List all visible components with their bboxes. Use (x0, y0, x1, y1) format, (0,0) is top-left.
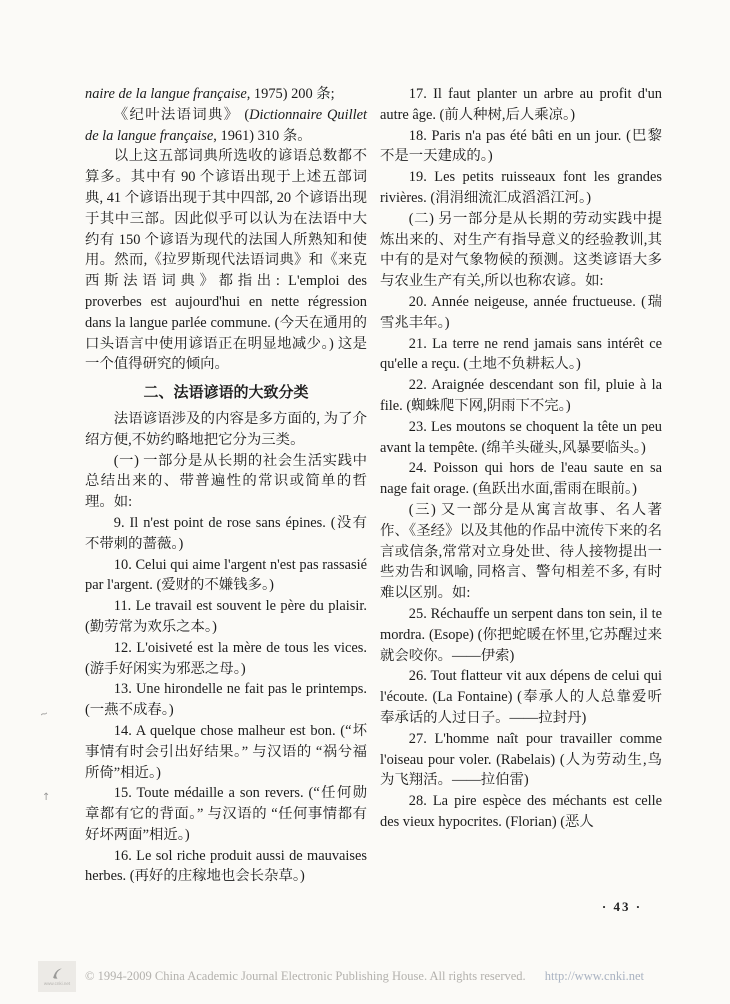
body-text: 22. Araignée descendant son fil, pluie à la file. (蜘蛛爬下网,阴雨下不完。) (380, 377, 662, 414)
body-text: 9. Il n'est point de rose sans épines. (没有不带刺的蔷薇。) (85, 514, 367, 552)
body-text: 15. Toute médaille a son revers. (“任何勋章都有它的背面。” 与汉语的 “任何事情都有好坏两面”相近。) (85, 785, 367, 843)
scan-artifact-icon: ↑ (42, 792, 51, 803)
paragraph (380, 791, 662, 833)
scan-artifact-icon: ~ (38, 708, 50, 721)
paragraph (85, 409, 367, 451)
cnki-swoosh-icon (50, 967, 65, 980)
page-number: · 43 · (601, 899, 643, 914)
body-text: 《纪叶法语词典》 ( (113, 106, 250, 123)
body-text: 17. Il faut planter un arbre au profit d'un autre âge. (前人种树,后人乘凉。) (380, 86, 662, 123)
paragraph (380, 729, 662, 791)
body-text: 11. Le travail est souvent le père du plaisir. (勤劳常为欢乐之本。) (85, 598, 367, 635)
paragraph (380, 167, 662, 209)
section-heading (85, 383, 367, 404)
body-text: 25. Réchauffe un serpent dans ton sein, il te mordra. (Esope) (你把蛇暖在怀里,它苏醒过来就会咬你。——伊索) (380, 605, 662, 664)
body-text: 27. L'homme naît pour travailler comme l'oiseau pour voler. (Rabelais) (人为劳动生,鸟为飞翔活。——拉伯雷) (380, 730, 662, 789)
right-column (380, 84, 662, 887)
body-text: , 1961) 310 条。 (213, 127, 312, 144)
cnki-logo (38, 961, 76, 992)
body-text: 二、法语谚语的大致分类 (143, 384, 309, 402)
paragraph (85, 146, 367, 375)
copyright-bar (85, 969, 644, 984)
body-text: , 1975) 200 条; (246, 86, 335, 102)
body-text: 13. Une hirondelle ne fait pas le printemps. (一燕不成春。) (85, 681, 367, 719)
article-body (85, 84, 662, 887)
paragraph (85, 783, 367, 845)
body-text: 法语谚语涉及的内容是多方面的, 为了介绍方便,不妨约略地把它分为三类。 (85, 410, 367, 448)
french-italic-text: Dictionnaire Quillet de la langue française (85, 106, 368, 144)
body-text: (一) 一部分是从长期的社会生活实践中总结出来的、带普遍性的常识或简单的哲理。如: (85, 452, 367, 511)
paragraph (85, 596, 367, 638)
body-text: 28. La pire espèce des méchants est celle des vieux hypocrites. (Florian) (恶人 (380, 793, 662, 830)
footer (0, 956, 730, 1004)
body-text: 23. Les moutons se choquent la tête un peu avant la tempête. (绵羊头碰头,风暴要临头。) (380, 418, 662, 456)
body-text: 12. L'oisiveté est la mère de tous les vices. (游手好闲实为邪恶之母。) (85, 639, 367, 677)
body-text: 20. Année neigeuse, année fructueuse. (瑞雪兆丰年。) (380, 293, 662, 331)
paragraph (85, 846, 367, 888)
body-text: 10. Celui qui aime l'argent n'est pas rassasié par l'argent. (爱财的不嫌钱多。) (85, 556, 367, 594)
paragraph (85, 555, 367, 597)
paragraph (85, 105, 367, 147)
paragraph (85, 679, 367, 721)
body-text: 19. Les petits ruisseaux font les grandes rivières. (涓涓细流汇成滔滔江河。) (380, 169, 662, 206)
paragraph (85, 84, 367, 105)
paragraph (85, 451, 367, 513)
paragraph (380, 126, 662, 168)
paragraph (85, 721, 367, 783)
french-italic-text: naire de la langue française (85, 86, 247, 102)
paragraph (380, 666, 662, 728)
body-text: 24. Poisson qui hors de l'eau saute en sa nage fait orage. (鱼跃出水面,雷雨在眼前。) (380, 460, 662, 498)
cnki-logo-url: www.cnki.net (43, 981, 71, 986)
body-text: 以上这五部词典所选收的谚语总数都不算多。其中有 90 个谚语出现于上述五部词典, 41 个谚语出现于其中四部, 20 个谚语出现于其中三部。因此似乎可以认为在法语中大约有 150 个谚语为现代的法国人所熟知和使用。然而,《拉罗斯现代法语词典》和《来克西斯法语词典》都指出: L'emploi des proverbes est aujourd'hui en nette régression dans la langue parlée commune. (今天在通用的口头语言中使用谚语正在明显地减少。) 这是一个值得研究的倾向。 (85, 148, 367, 373)
copyright-notice: © 1994-2009 China Academic Journal Electronic Publishing House. All rights reserved. (85, 969, 526, 983)
paragraph (380, 500, 662, 604)
body-text: (三) 又一部分是从寓言故事、名人著作、《圣经》以及其他的作品中流传下来的名言或信条,常常对立身处世、待人接物提出一些劝告和讽喻, 同格言、警句相差不多, 有时难以区别。如: (380, 501, 662, 602)
paragraph (380, 209, 662, 292)
paragraph (380, 334, 662, 376)
left-column (85, 84, 367, 887)
body-text: 26. Tout flatteur vit aux dépens de celui qui l'écoute. (La Fontaine) (奉承人的人总靠爱听奉承话的人过日子。——拉封丹) (380, 668, 662, 726)
paragraph (85, 513, 367, 555)
paragraph (380, 604, 662, 666)
paragraph (85, 638, 367, 680)
body-text: 18. Paris n'a pas été bâti en un jour. (巴黎不是一天建成的。) (380, 127, 662, 165)
body-text: 21. La terre ne rend jamais sans intérêt ce qu'elle a reçu. (土地不负耕耘人。) (380, 335, 662, 373)
body-text: (二) 另一部分是从长期的劳动实践中提炼出来的、对生产有指导意义的经验教训,其中有的是对气象物候的预测。这类谚语大多与农业生产有关,所以也称农谚。如: (380, 210, 662, 290)
paragraph (380, 84, 662, 126)
body-text: 16. Le sol riche produit aussi de mauvaises herbes. (再好的庄稼地也会长杂草。) (85, 847, 367, 885)
body-text: 14. A quelque chose malheur est bon. (“坏事情有时会引出好结果。” 与汉语的 “祸兮福所倚”相近。) (85, 722, 367, 781)
paragraph (380, 458, 662, 500)
paragraph (380, 292, 662, 334)
cnki-url-text: http://www.cnki.net (544, 969, 644, 983)
paragraph (380, 375, 662, 417)
paragraph (380, 417, 662, 459)
